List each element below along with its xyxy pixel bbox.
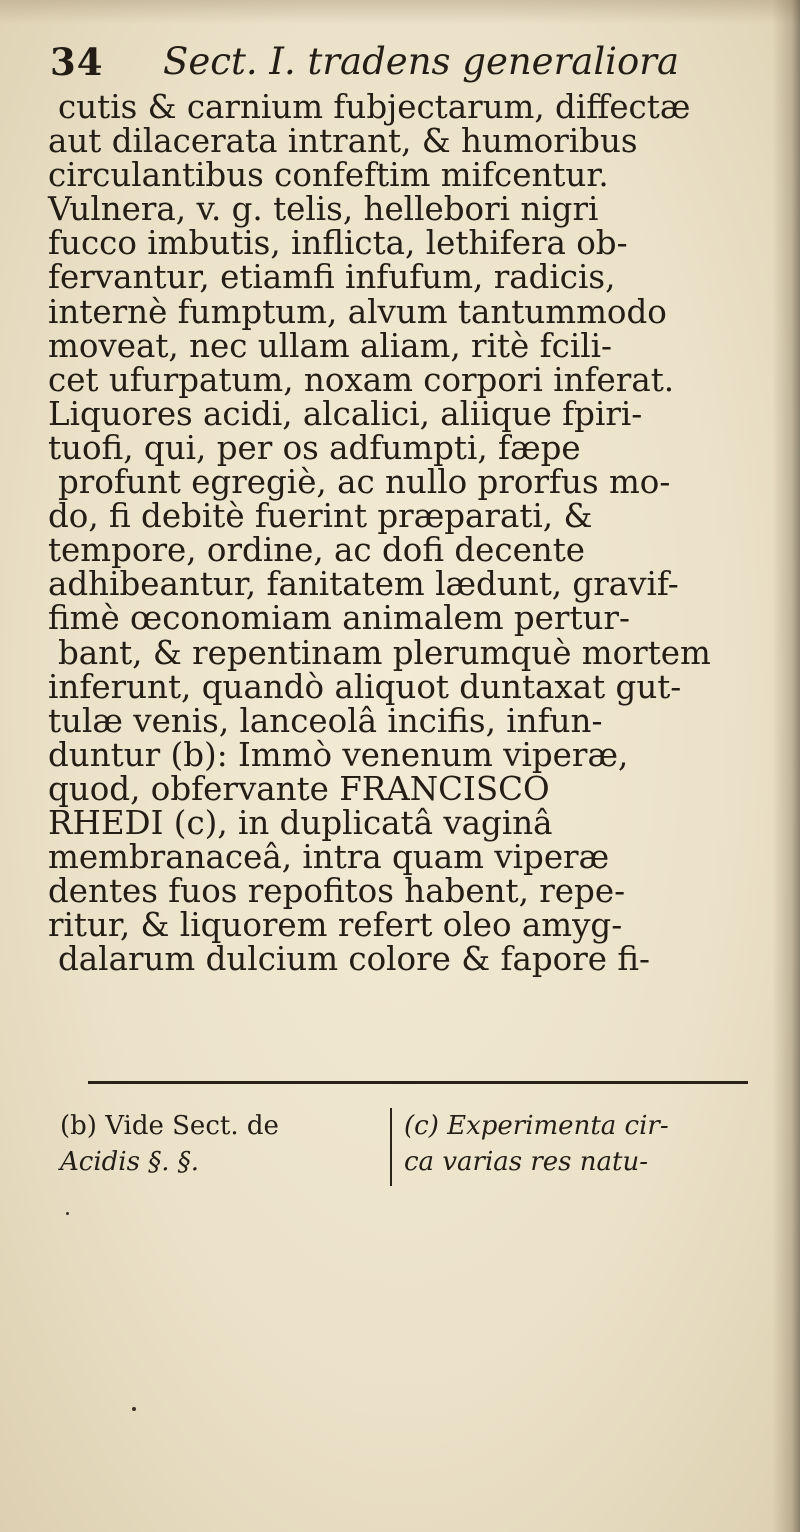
- text-line: inferunt, quandò aliquot duntaxat gut-: [48, 667, 682, 706]
- text-line: tuofi, qui, per os adfumpti, fæpe: [48, 428, 581, 467]
- text-line: profunt egregiè, ac nullo prorfus mo-: [58, 463, 671, 502]
- ink-speck: [132, 1407, 136, 1411]
- footnotes: [60, 1108, 760, 1198]
- text-line: circulantibus confeftim mifcentur.: [48, 156, 609, 195]
- text-line: fucco imbutis, inflicta, lethifera ob-: [48, 224, 628, 263]
- text-line: tempore, ordine, ac dofi decente: [48, 531, 586, 570]
- text-line: membranaceâ, intra quam viperæ: [48, 838, 610, 877]
- text-line: duntur (b): Immò venenum viperæ,: [48, 735, 629, 774]
- footnote-c: [390, 1108, 764, 1186]
- text-line: adhibeantur, fanitatem lædunt, gravif-: [48, 565, 679, 604]
- page-header: [50, 40, 750, 90]
- text-line: quod, obfervante FRANCISCO: [48, 769, 550, 808]
- page-gutter-shadow: [772, 0, 800, 1532]
- text-line: aut dilacerata intrant, & humoribus: [48, 122, 638, 161]
- footnote-rule: [88, 1081, 748, 1084]
- footnote-line: Acidis §. §.: [60, 1147, 200, 1177]
- text-line: bant, & repentinam plerumquè mortem: [58, 633, 711, 672]
- ink-speck: [66, 1212, 69, 1215]
- footnote-line: ca varias res natu-: [404, 1147, 649, 1177]
- text-line: do, fi debitè fuerint præparati, &: [48, 497, 593, 536]
- page-number: 34: [50, 40, 104, 84]
- text-line: ritur, & liquorem refert oleo amyg-: [48, 906, 623, 945]
- text-line: tulæ venis, lanceolâ incifis, infun-: [48, 701, 603, 740]
- text-line: Vulnera, v. g. telis, hellebori nigri: [48, 190, 599, 229]
- text-line: fimè œconomiam animalem pertur-: [48, 599, 630, 638]
- page-top-edge: [0, 0, 800, 24]
- text-line: Liquores acidi, alcalici, aliique fpiri-: [48, 394, 643, 433]
- text-line: dalarum dulcium colore & fapore fi-: [58, 940, 650, 979]
- body-text: [48, 88, 768, 979]
- text-line: moveat, nec ullam aliam, ritè fcili-: [48, 326, 612, 365]
- footnote-b: [60, 1108, 380, 1180]
- text-line: cutis & carnium fubjectarum, diffectæ: [58, 88, 691, 126]
- text-line: fervantur, etiamfi infufum, radicis,: [48, 258, 616, 297]
- footnote-line: (b) Vide Sect. de: [60, 1111, 279, 1141]
- running-head: Sect. I. tradens generaliora: [163, 40, 680, 83]
- text-line: dentes fuos repofitos habent, repe-: [48, 872, 626, 911]
- footnote-line: (c) Experimenta cir-: [404, 1111, 669, 1141]
- text-line: cet ufurpatum, noxam corpori inferat.: [48, 360, 675, 399]
- text-line: RHEDI (c), in duplicatâ vaginâ: [48, 803, 553, 842]
- text-line: internè fumptum, alvum tantummodo: [48, 292, 667, 331]
